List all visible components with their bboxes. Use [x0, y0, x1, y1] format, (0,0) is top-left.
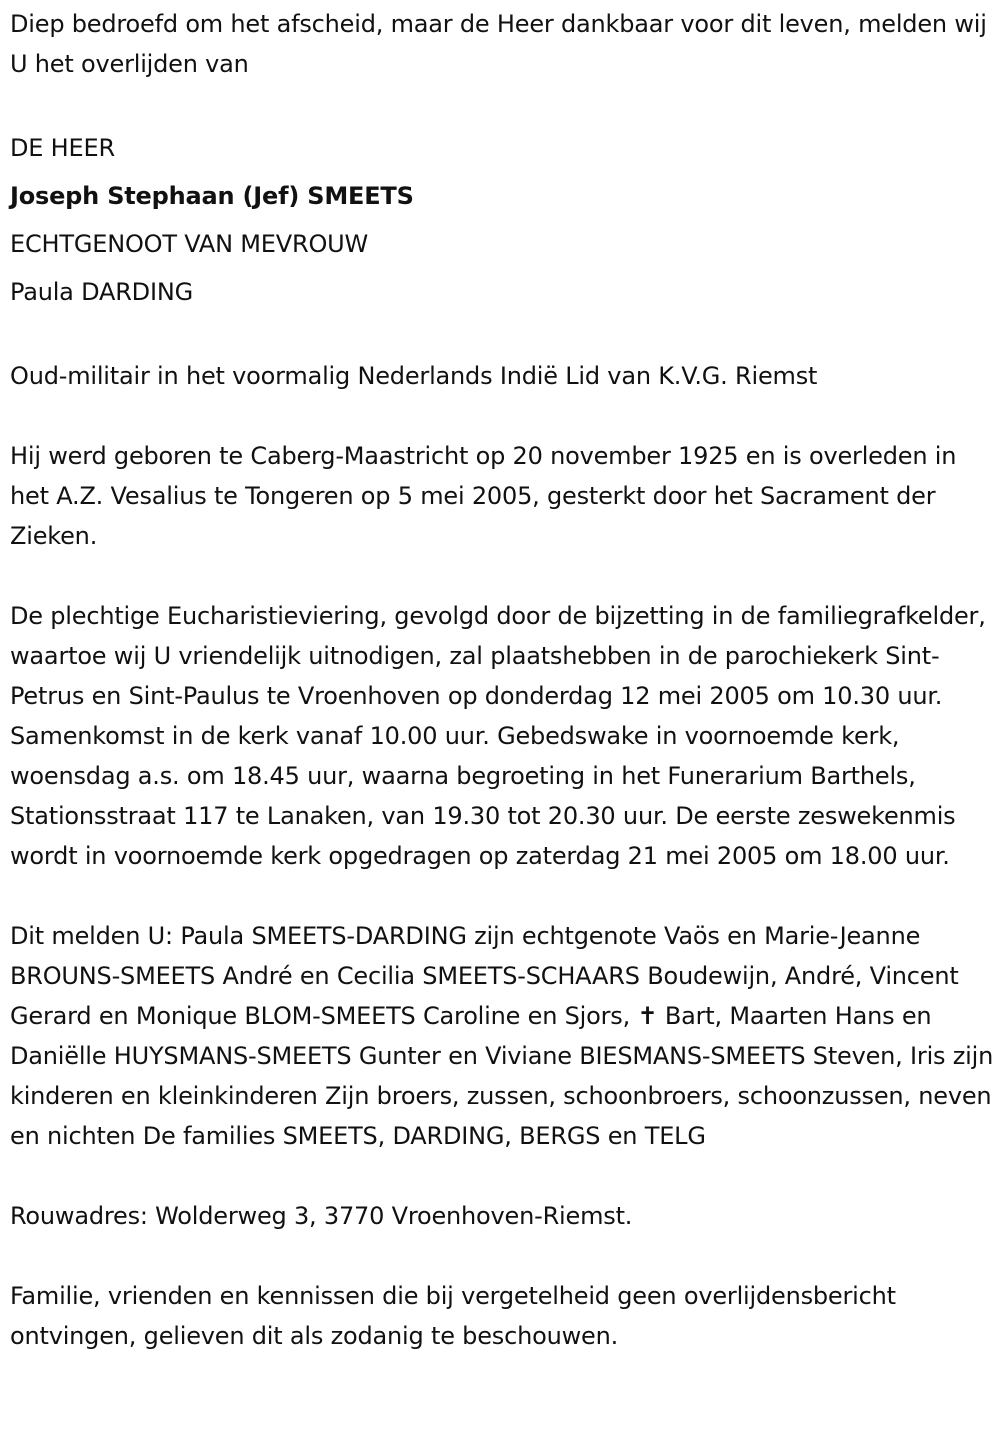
- intro-paragraph: Diep bedroefd om het afscheid, maar de Heer dankbaar voor dit leven, melden wij U het overlijden van: [10, 10, 987, 78]
- address-paragraph: Rouwadres: Wolderweg 3, 3770 Vroenhoven-Riemst.: [10, 1202, 633, 1230]
- deceased-name: Joseph Stephaan (Jef) SMEETS: [10, 182, 414, 210]
- title-line: DE HEER: [10, 134, 115, 162]
- spouse-label: ECHTGENOOT VAN MEVROUW: [10, 230, 369, 258]
- spouse-name: Paula DARDING: [10, 278, 193, 306]
- cross-icon: ✝: [637, 1002, 658, 1030]
- obituary-document: [10, 4, 995, 1356]
- family-paragraph: [10, 916, 995, 1156]
- closing-paragraph: Familie, vrienden en kennissen die bij vergetelheid geen overlijdensbericht ontvingen, gelieven dit als zodanig te beschouwen.: [10, 1282, 896, 1350]
- family-text-part-1: Dit melden U: Paula SMEETS-DARDING zijn echtgenote Vaös en Marie-Jeanne BROUNS-SMEETS André en Cecilia SMEETS-SCHAARS Boudewijn, André, Vincent Gerard en Monique BLOM-SMEETS Caroline en Sjors,: [10, 922, 959, 1030]
- ceremony-paragraph: De plechtige Eucharistieviering, gevolgd door de bijzetting in de familiegrafkelder, waartoe wij U vriendelijk uitnodigen, zal plaatshebben in de parochiekerk Sint-Petrus en Sint-Paulus te Vroenhoven op donderdag 12 mei 2005 om 10.30 uur. Samenkomst in de kerk vanaf 10.00 uur. Gebedswake in voornoemde kerk, woensdag a.s. om 18.45 uur, waarna begroeting in het Funerarium Barthels, Stationsstraat 117 te Lanaken, van 19.30 tot 20.30 uur. De eerste zeswekenmis wordt in voornoemde kerk opgedragen op zaterdag 21 mei 2005 om 18.00 uur.: [10, 602, 986, 870]
- occupation-paragraph: Oud-militair in het voormalig Nederlands Indië Lid van K.V.G. Riemst: [10, 362, 818, 390]
- family-text-part-2: Bart, Maarten Hans en Daniëlle HUYSMANS-SMEETS Gunter en Viviane BIESMANS-SMEETS Steven, Iris zijn kinderen en kleinkinderen Zijn broers, zussen, schoonbroers, schoonzussen, neven en nichten De families SMEETS, DARDING, BERGS en TELG: [10, 1002, 994, 1150]
- birth-death-paragraph: Hij werd geboren te Caberg-Maastricht op 20 november 1925 en is overleden in het A.Z. Vesalius te Tongeren op 5 mei 2005, gesterkt door het Sacrament der Zieken.: [10, 442, 957, 550]
